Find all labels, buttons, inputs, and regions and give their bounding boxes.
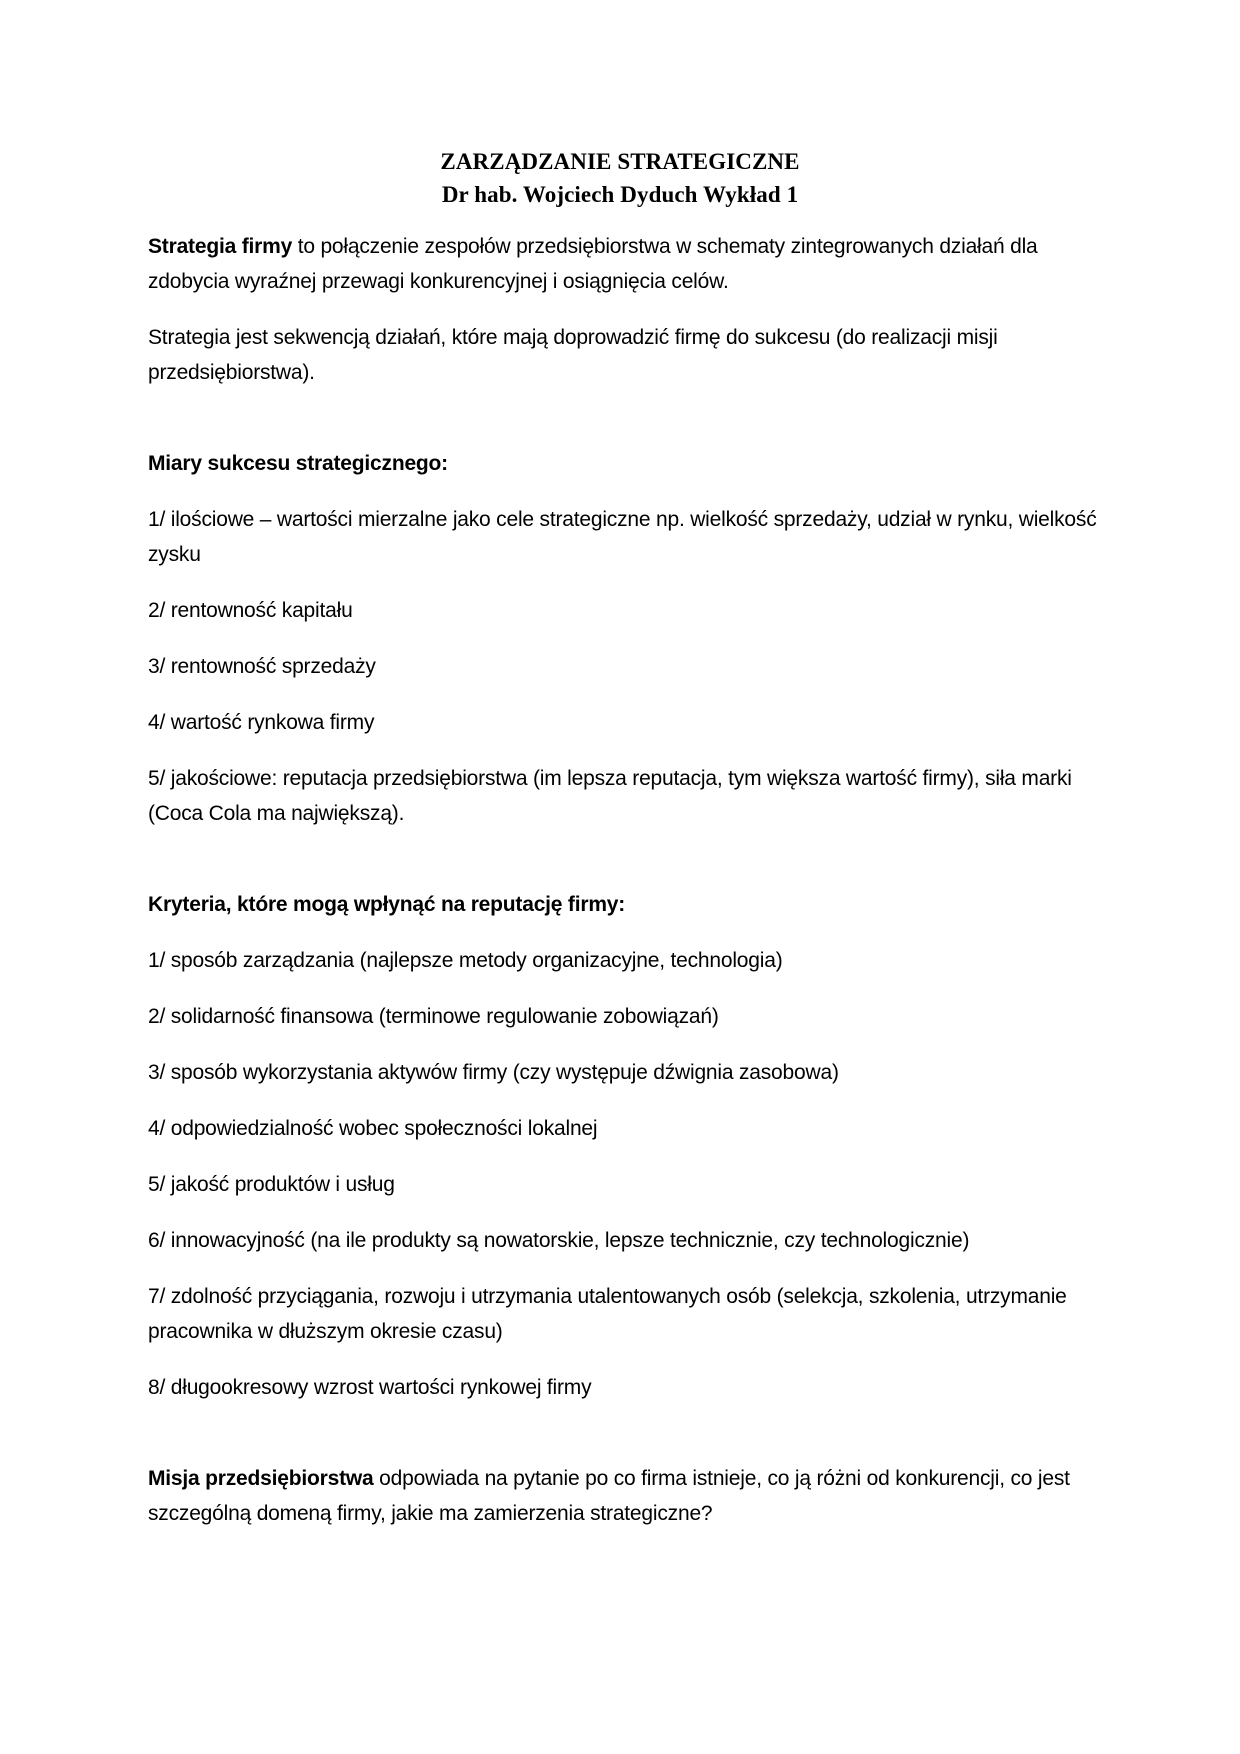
measures-item: 4/ wartość rynkowa firmy (148, 711, 375, 734)
criteria-item: 1/ sposób zarządzania (najlepsze metody organizacyjne, technologia) (148, 949, 783, 972)
criteria-item: 2/ solidarność finansowa (terminowe regulowanie zobowiązań) (148, 1005, 719, 1028)
strategy-definition (148, 229, 1108, 299)
mission-paragraph (148, 1461, 1108, 1531)
measures-item: 1/ ilościowe – wartości mierzalne jako cele strategiczne np. wielkość sprzedaży, udział w rynku, wielkość zysku (148, 508, 1097, 566)
criteria-item: 3/ sposób wykorzystania aktywów firmy (czy występuje dźwignia zasobowa) (148, 1061, 839, 1084)
criteria-item: 4/ odpowiedzialność wobec społeczności lokalnej (148, 1117, 598, 1140)
mission-term: Misja przedsiębiorstwa (148, 1467, 374, 1490)
measures-item: 3/ rentowność sprzedaży (148, 655, 376, 678)
mission-text: odpowiada na pytanie po co firma istnieje, co ją różni od konkurencji, co jest szczególną domeną firmy, jakie ma zamierzenia strategiczne? (148, 1467, 1070, 1525)
document-title (0, 145, 1240, 211)
criteria-item: 8/ długookresowy wzrost wartości rynkowej firmy (148, 1376, 592, 1399)
document-body (148, 229, 1108, 1552)
strategy-definition-text: to połączenie zespołów przedsiębiorstwa w schematy zintegrowanych działań dla zdobycia wyraźnej przewagi konkurencyjnej i osiągnięcia celów. (148, 235, 1038, 293)
criteria-item: 5/ jakość produktów i usług (148, 1173, 395, 1196)
strategy-sequence: Strategia jest sekwencją działań, które mają doprowadzić firmę do sukcesu (do realizacji misji przedsiębiorstwa). (148, 326, 998, 384)
measures-item: 2/ rentowność kapitału (148, 599, 353, 622)
measures-heading: Miary sukcesu strategicznego: (148, 452, 448, 475)
strategy-term: Strategia firmy (148, 235, 293, 258)
title-line-1: ZARZĄDZANIE STRATEGICZNE (440, 149, 800, 174)
criteria-heading: Kryteria, które mogą wpłynąć na reputację firmy: (148, 893, 626, 916)
title-line-2: Dr hab. Wojciech Dyduch Wykład 1 (441, 182, 799, 207)
criteria-item: 6/ innowacyjność (na ile produkty są nowatorskie, lepsze technicznie, czy technologicznie) (148, 1229, 970, 1252)
measures-item: 5/ jakościowe: reputacja przedsiębiorstwa (im lepsza reputacja, tym większa wartość firmy), siła marki (Coca Cola ma największą). (148, 767, 1072, 825)
criteria-item: 7/ zdolność przyciągania, rozwoju i utrzymania utalentowanych osób (selekcja, szkolenia, utrzymanie pracownika w dłuższym okresie czasu) (148, 1285, 1067, 1343)
